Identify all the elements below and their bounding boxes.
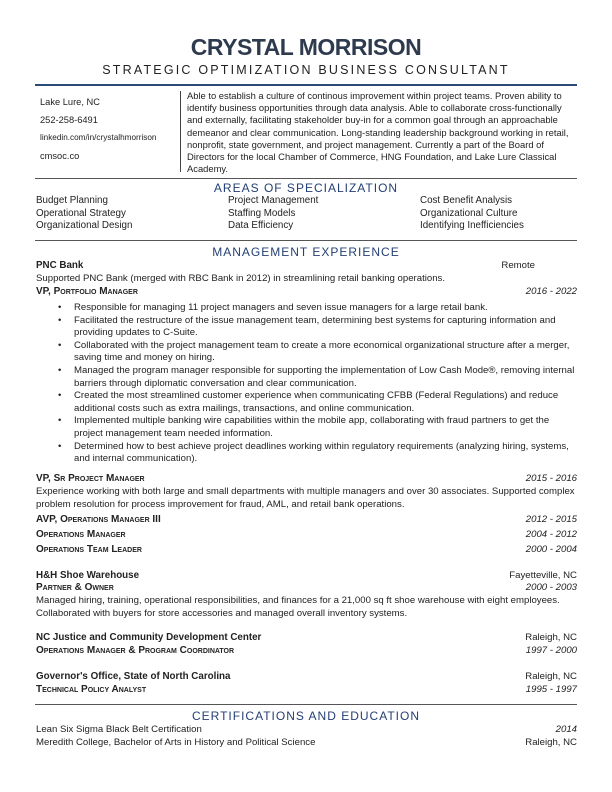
company-description: Supported PNC Bank (merged with RBC Bank in 2012) in streamlining retail banking operations. — [36, 273, 446, 284]
education-row — [36, 737, 577, 750]
list-item: • Responsible for managing 11 project managers and seven issue managers for a large retail bank. — [58, 302, 488, 313]
job-location: Raleigh, NC — [525, 671, 577, 682]
divider — [35, 240, 577, 241]
role-dates: 2012 - 2015 — [525, 514, 577, 525]
role-dates: 2015 - 2016 — [525, 473, 577, 484]
specialization-item: Organizational Design — [36, 220, 133, 232]
role-dates: 2000 - 2004 — [525, 544, 577, 555]
education-location: Raleigh, NC — [525, 737, 577, 748]
role-row — [36, 473, 577, 486]
role-dates: 2000 - 2003 — [525, 582, 577, 593]
job-location: Remote — [501, 260, 535, 271]
role-title: Technical Policy Analyst — [36, 684, 147, 695]
specialization-item: Organizational Culture — [420, 207, 518, 219]
role-title: Operations Team Leader — [36, 544, 142, 555]
role-title: Operations Manager & Program Coordinator — [36, 645, 235, 656]
specialization-column — [36, 195, 132, 233]
company-name: Governor's Office, State of North Carolina — [36, 671, 231, 682]
company-name: H&H Shoe Warehouse — [36, 570, 140, 581]
job-header-gov — [36, 671, 577, 684]
contact-location: Lake Lure, NC — [40, 97, 100, 107]
specialization-item: Identifying Inefficiencies — [420, 220, 524, 232]
divider — [35, 178, 577, 179]
job-header-ncj — [36, 632, 577, 645]
role-row — [36, 286, 577, 299]
specialization-item: Data Efficiency — [228, 220, 294, 232]
specialization-column — [420, 195, 524, 233]
role-title: VP, Sr Project Manager — [36, 473, 145, 484]
role-row — [36, 514, 577, 527]
role-row — [36, 544, 577, 557]
divider — [35, 704, 577, 705]
role-title: AVP, Operations Manager III — [36, 514, 161, 525]
company-name: NC Justice and Community Development Center — [36, 632, 262, 643]
job-header-pnc — [36, 260, 535, 273]
list-item: • Determined how to best achieve project deadlines working within regulatory requirements (analyzing hiring, systems, and internal communication). — [58, 440, 569, 465]
contact-website[interactable]: cmsoc.co — [40, 151, 80, 161]
section-heading-experience: MANAGEMENT EXPERIENCE — [212, 245, 400, 259]
contact-linkedin[interactable]: linkedin.com/in/crystalhmorrison — [40, 133, 157, 142]
list-item: • Collaborated with the project management team to create a more economical organizational structure after a merger, saving time and money on hiring. — [58, 339, 570, 364]
specialization-item: Staffing Models — [228, 207, 296, 219]
role-dates: 1995 - 1997 — [525, 684, 577, 695]
achievement-list — [58, 302, 578, 466]
section-heading-education: CERTIFICATIONS AND EDUCATION — [191, 709, 420, 723]
education-row — [36, 724, 577, 737]
role-description: Experience working with both large and small departments with multiple managers and over 30 associates. Supported complex problem resolution for process improvement for fraud, AML, and retail bank operations. — [36, 486, 575, 510]
job-location: Fayetteville, NC — [509, 570, 577, 581]
specialization-column — [228, 195, 318, 233]
role-row — [36, 645, 577, 658]
role-row — [36, 582, 577, 595]
specialization-item: Project Management — [228, 195, 319, 206]
contact-separator — [180, 91, 181, 172]
specialization-item: Cost Benefit Analysis — [420, 195, 513, 206]
contact-block — [40, 97, 156, 169]
education-label: Lean Six Sigma Black Belt Certification — [36, 724, 202, 735]
header-divider — [35, 84, 577, 86]
role-dates: 1997 - 2000 — [525, 645, 577, 656]
list-item: • Created the most streamlined customer experience when communicating CFBB (Federal Regulations) and reduce additional costs such as extra mailings, transactions, and online communication. — [58, 390, 559, 414]
candidate-name: CRYSTAL MORRISON — [190, 34, 422, 60]
role-title: Partner & Owner — [36, 582, 114, 593]
company-name: PNC Bank — [36, 260, 84, 271]
summary-text: Able to establish a culture of continous improvement within project teams. Proven ability to identify business opportunities through data analysis. Able to collaborate cross-functionally and externally, facilitating stakeholder buy-in for a common goal through an approachable demeanor and clear communication. Long-standing leadership background working in retail, nonprofit, state government, and project management. Currently a part of the Board of Directors for the local Chamber of Commerce, HNG Foundation, and Lake Lure Classical Academy. — [187, 90, 569, 175]
specialization-item: Budget Planning — [36, 195, 108, 206]
list-item: • Implemented multiple banking wire capabilities within the mobile app, collaborating with fraud partners to get the project management team needed information. — [58, 415, 550, 439]
specialization-item: Operational Strategy — [36, 207, 126, 219]
education-label: Meredith College, Bachelor of Arts in History and Political Science — [36, 737, 316, 748]
contact-phone: 252-258-6491 — [40, 115, 98, 125]
role-description: Managed hiring, training, operational responsibilities, and finances for a 21,000 sq ft shoe warehouse with eight employees. Collaborated with buyers for store accessories and managed overall inventory systems. — [36, 595, 560, 619]
education-year: 2014 — [555, 724, 577, 735]
role-row — [36, 529, 577, 542]
role-dates: 2016 - 2022 — [525, 286, 577, 297]
job-location: Raleigh, NC — [525, 632, 577, 643]
candidate-title: STRATEGIC OPTIMIZATION BUSINESS CONSULTANT — [102, 63, 510, 77]
role-title: VP, Portfolio Manager — [36, 286, 138, 297]
list-item: • Managed the program manager responsible for supporting the implementation of Low Cash Mode®, removing internal barriers through diplomatic conversation and clear communication. — [58, 364, 575, 389]
list-item: • Facilitated the restructure of the issue management team, determining best systems for capturing information and providing updates to C-Suite. — [58, 314, 556, 339]
role-row — [36, 684, 577, 697]
role-title: Operations Manager — [36, 529, 126, 540]
role-dates: 2004 - 2012 — [525, 529, 577, 540]
job-header-hh — [36, 570, 577, 583]
section-heading-specialization: AREAS OF SPECIALIZATION — [213, 181, 399, 195]
